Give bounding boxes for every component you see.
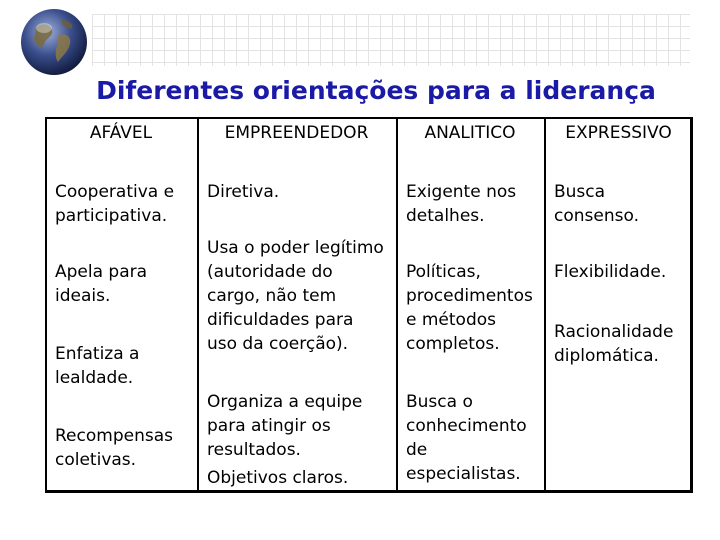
column-divider <box>544 117 546 493</box>
empreendedor-item-diretiva: Diretiva. <box>207 182 280 202</box>
column-divider <box>197 117 199 493</box>
header-analitico: ANALITICO <box>424 123 516 143</box>
page-title: Diferentes orientações para a liderança <box>96 76 656 105</box>
header-expressivo: EXPRESSIVO <box>565 123 672 143</box>
header-afavel: AFÁVEL <box>89 123 153 143</box>
empreendedor-item-equipe: Organiza a equipe para atingir os resultados. Objetivos claros. <box>207 392 363 488</box>
empreendedor-item-poder: Usa o poder legítimo (autoridade do cargo, não tem dificuldades para uso da coerção). <box>207 238 384 354</box>
header-empreendedor: EMPREENDEDOR <box>224 123 369 143</box>
column-divider <box>396 117 398 493</box>
expressivo-item-flexibilidade: Flexibilidade. <box>554 262 667 282</box>
analitico-item-politicas: Políticas, procedimentos e métodos completos. <box>406 262 533 354</box>
afavel-item-cooperativa: Cooperativa e participativa. <box>55 182 175 226</box>
globe-icon <box>18 6 90 78</box>
afavel-item-ideais: Apela para ideais. <box>55 262 148 306</box>
afavel-item-lealdade: Enfatiza a lealdade. <box>55 344 140 388</box>
analitico-item-conhecimento: Busca o conhecimento de especialistas. <box>406 392 527 484</box>
expressivo-item-consenso: Busca consenso. <box>554 182 639 226</box>
empreendedor-item-objetivos: Objetivos claros. <box>207 468 349 488</box>
expressivo-item-racionalidade: Racionalidade diplomática. <box>554 322 674 366</box>
analitico-item-exigente: Exigente nos detalhes. <box>406 182 517 226</box>
afavel-item-recompensas: Recompensas coletivas. <box>55 426 173 470</box>
decorative-grid-band <box>92 14 690 66</box>
